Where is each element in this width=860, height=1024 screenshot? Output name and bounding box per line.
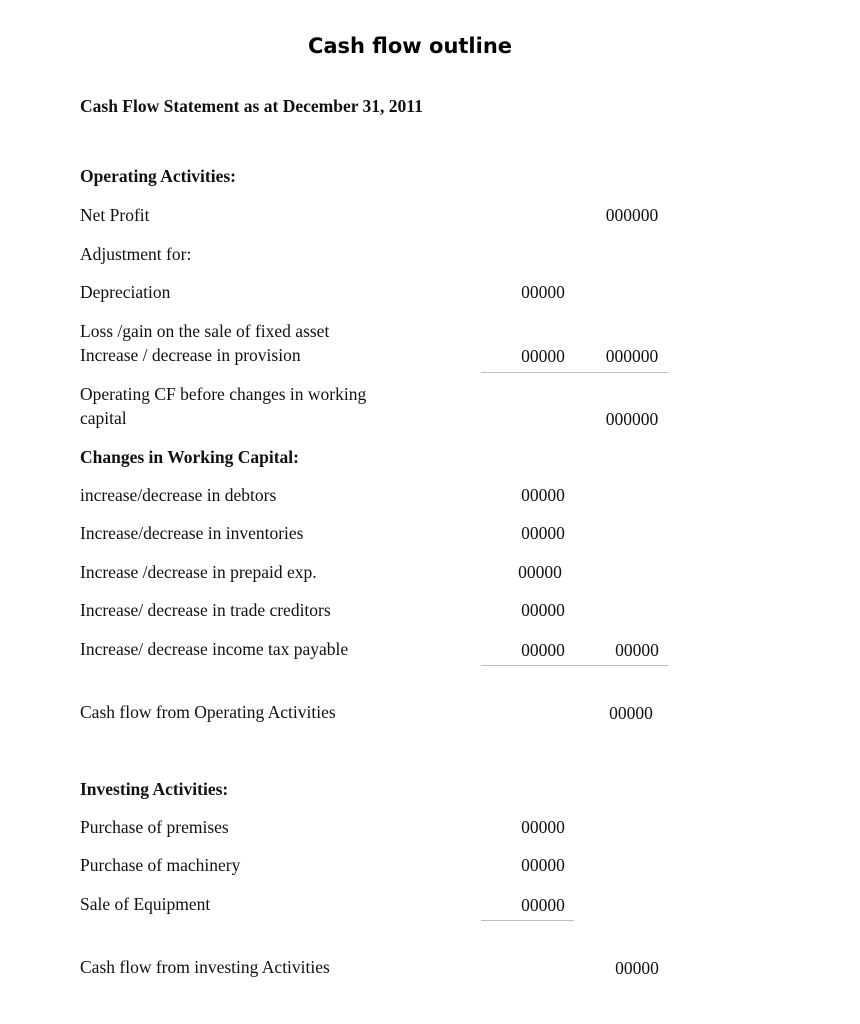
cf-investing-label: Cash flow from investing Activities bbox=[80, 957, 330, 977]
provision-label: Increase / decrease in provision bbox=[80, 345, 301, 365]
wc-row-label: increase/decrease in debtors bbox=[80, 485, 277, 505]
wc-row-label: Increase/ decrease income tax payable bbox=[80, 639, 349, 659]
depreciation-label: Depreciation bbox=[80, 282, 171, 302]
operating-heading: Operating Activities: bbox=[80, 166, 237, 186]
provision-amount: 00000 bbox=[521, 346, 565, 366]
wc-row-label: Increase/ decrease in trade creditors bbox=[80, 600, 331, 620]
investing-row-label: Purchase of machinery bbox=[80, 855, 241, 875]
cf-operating-total: 00000 bbox=[609, 703, 653, 723]
statement-heading: Cash Flow Statement as at December 31, 2011 bbox=[80, 96, 423, 116]
investing-row-amount: 00000 bbox=[521, 855, 565, 875]
investing-row-label: Sale of Equipment bbox=[80, 894, 211, 914]
subtotal-rule bbox=[481, 372, 668, 373]
loss-gain-label: Loss /gain on the sale of fixed asset bbox=[80, 321, 330, 341]
net-profit-label: Net Profit bbox=[80, 205, 150, 225]
wc-row-label: Increase /decrease in prepaid exp. bbox=[80, 562, 317, 582]
working-capital-heading: Changes in Working Capital: bbox=[80, 447, 299, 467]
cf-investing-total: 00000 bbox=[615, 958, 659, 978]
page-title: Cash flow outline bbox=[307, 34, 513, 58]
investing-row-amount: 00000 bbox=[521, 895, 565, 915]
cf-operating-label: Cash flow from Operating Activities bbox=[80, 702, 336, 722]
investing-heading: Investing Activities: bbox=[80, 779, 229, 799]
wc-row-amount: 00000 bbox=[521, 640, 565, 660]
wc-row-amount: 00000 bbox=[521, 523, 565, 543]
investing-row-amount: 00000 bbox=[521, 817, 565, 837]
operating-cf-total: 000000 bbox=[605, 409, 659, 429]
operating-cf-label-2: capital bbox=[80, 408, 127, 428]
wc-row-label: Increase/decrease in inventories bbox=[80, 523, 304, 543]
subtotal-rule bbox=[481, 665, 668, 666]
depreciation-amount: 00000 bbox=[521, 282, 565, 302]
wc-row-amount: 00000 bbox=[521, 600, 565, 620]
wc-row-amount: 00000 bbox=[518, 562, 562, 582]
wc-row-amount: 00000 bbox=[521, 485, 565, 505]
investing-row-label: Purchase of premises bbox=[80, 817, 229, 837]
subtotal-rule bbox=[481, 920, 574, 921]
provision-total: 000000 bbox=[605, 346, 659, 366]
adjustment-label: Adjustment for: bbox=[80, 244, 192, 264]
net-profit-total: 000000 bbox=[605, 205, 659, 225]
wc-total: 00000 bbox=[615, 640, 659, 660]
operating-cf-label-1: Operating CF before changes in working bbox=[80, 384, 367, 404]
